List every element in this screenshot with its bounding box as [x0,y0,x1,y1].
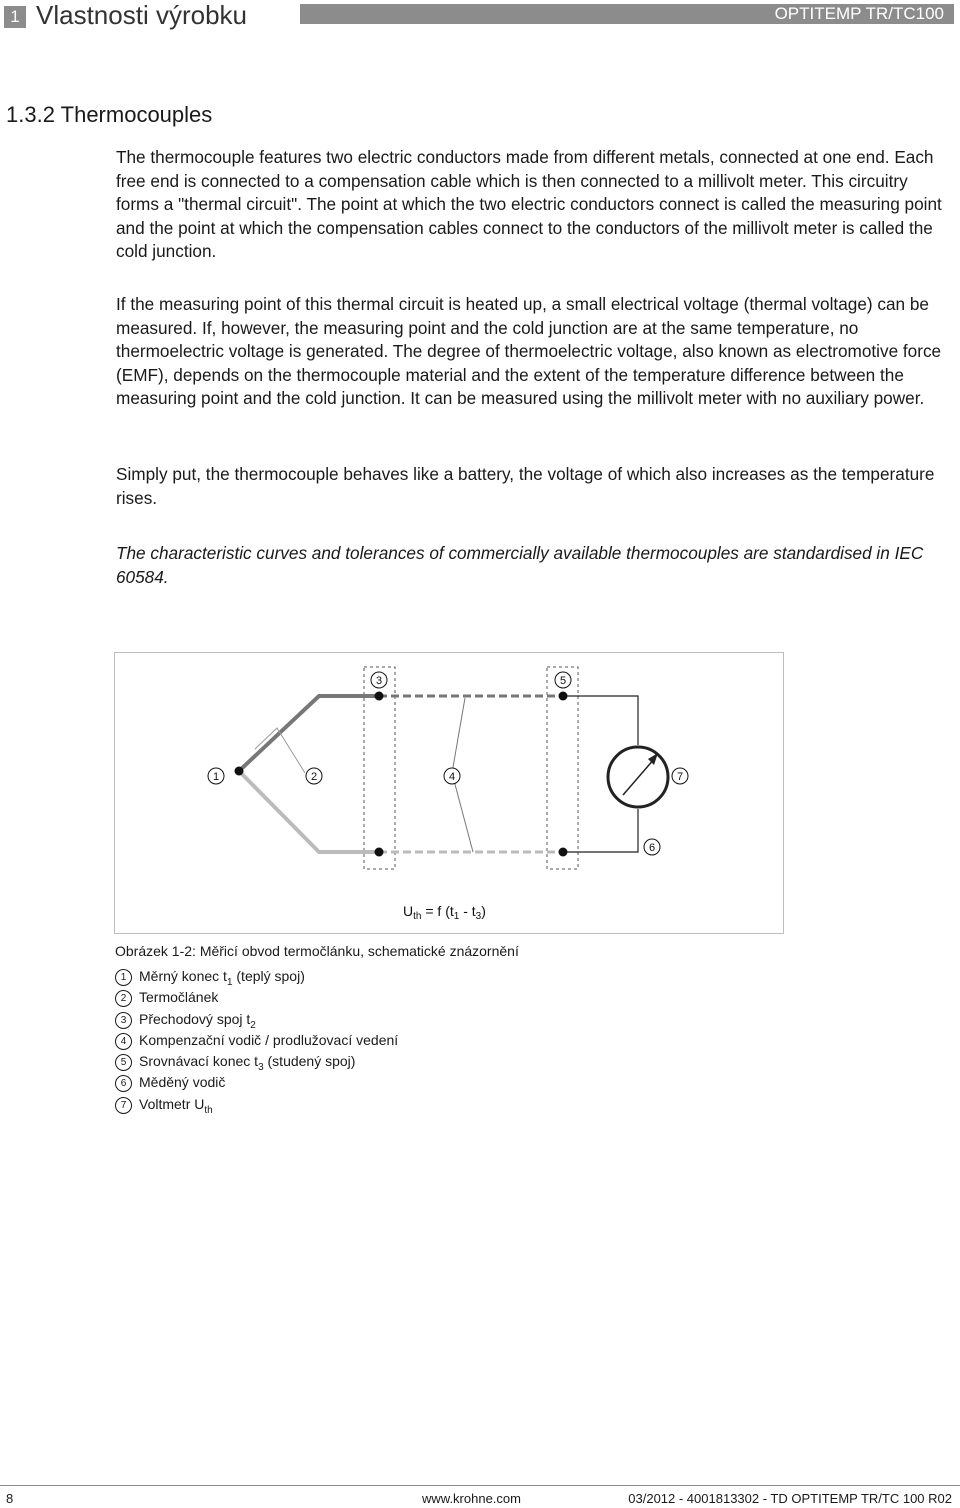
thermocouple-circuit-diagram [114,652,784,934]
formula-uth: $U_{th} = f$ $(t_1 - t_3)$ [403,903,486,922]
svg-text:6: 6 [648,842,656,854]
legend-number: 2 [115,990,132,1007]
junction-dot-t2-top [375,692,384,701]
marker-2 [306,768,322,784]
legend-number: 7 [115,1097,132,1114]
paragraph-1: The thermocouple features two electric conductors made from different metals, connected at one end. Each free end is connected to a compensation cable which is then connected to a millivolt meter. This circuitry forms a "thermal circuit". The point at which the two electric conductors connect is called the measuring point and the point at which the compensation cables connect to the conductors of the millivolt meter is called the cold junction. [116,147,942,261]
legend-number: 5 [115,1054,132,1071]
chapter-title: Vlastnosti výrobku [36,0,247,30]
thermocouple-wire-light [239,771,379,852]
svg-text:2: 2 [310,771,318,783]
page-header [0,0,960,30]
junction-dot-t3-top [559,692,568,701]
legend-number: 6 [115,1075,132,1092]
figure-caption: Obrázek 1-2: Měřicí obvod termočlánku, schematické znázornění [115,943,519,959]
measuring-point-dot [235,767,244,776]
junction-dot-t3-bottom [559,848,568,857]
footer-divider [0,1485,960,1486]
legend-text: Srovnávací konec t [139,1053,259,1070]
marker-5 [555,672,571,688]
product-name: OPTITEMP TR/TC100 [774,4,944,23]
legend-number: 3 [115,1012,132,1029]
marker-7 [672,768,688,784]
legend-text: Měděný vodič [139,1074,226,1091]
website-link[interactable]: www.krohne.com [422,1491,521,1506]
svg-text:4: 4 [448,771,456,783]
paragraph-4-note: The characteristic curves and tolerances of commercially available thermocouples are standardised in IEC 60584. [116,543,924,587]
voltmeter-arrowhead [648,753,658,765]
svg-text:7: 7 [676,771,684,783]
page-number: 8 [6,1491,14,1506]
page-footer [0,1485,960,1508]
marker-3 [371,672,387,688]
svg-text:5: 5 [559,675,567,687]
legend-number: 1 [115,969,132,986]
circuit-svg [115,653,785,935]
marker-6 [644,839,660,855]
document-reference: 03/2012 - 4001813302 - TD OPTITEMP TR/TC 100 R02 [628,1491,952,1506]
marker-4 [444,768,460,784]
chapter-number: 1 [4,6,26,28]
legend-text: Termočlánek [139,989,219,1006]
legend-text: Kompenzační vodič / prodlužovací vedení [139,1031,399,1048]
paragraph-3: Simply put, the thermocouple behaves like a battery, the voltage of which also increases as the temperature rises. [116,464,935,508]
legend-text: Měrný konec t [139,968,227,984]
paragraph-2: If the measuring point of this thermal circuit is heated up, a small electrical voltage (thermal voltage) can be measured. If, however, the measuring point and the cold junction are at the same temperature, no thermoelectric voltage is generated. The degree of thermoelectric voltage, also known as electromotive force (EMF), depends on the thermocouple material and the extent of the temperature difference between the measuring point and the cold junction. It can be measured using the millivolt meter with no auxiliary power. [116,294,942,408]
thermocouple-wire-dark [239,696,379,771]
legend-text: Přechodový spoj t [139,1010,251,1027]
voltmeter-needle [623,758,655,795]
header-bar [300,4,954,24]
svg-text:1: 1 [212,771,220,783]
marker-1 [208,768,224,784]
legend-text: Voltmetr U [139,1095,205,1112]
copper-wire-top [563,696,638,745]
copper-wire-bottom [563,809,638,852]
junction-dot-t2-bottom [375,848,384,857]
legend-number: 4 [115,1033,132,1050]
section-title: 1.3.2 Thermocouples [6,102,213,127]
svg-text:3: 3 [375,675,383,687]
